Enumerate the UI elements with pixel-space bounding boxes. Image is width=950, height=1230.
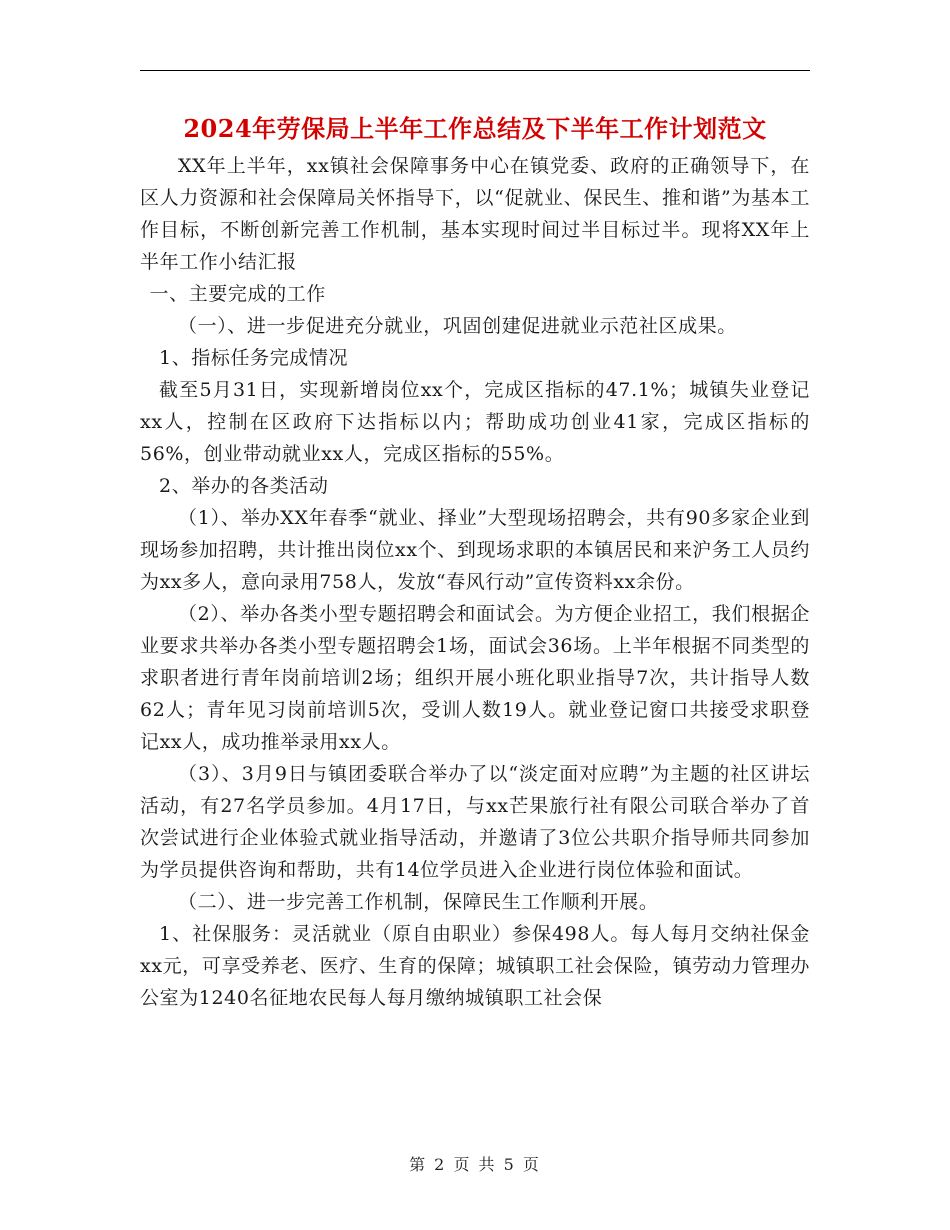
document-title: 2024年劳保局上半年工作总结及下半年工作计划范文 bbox=[183, 114, 767, 143]
paragraph: XX年上半年，xx镇社会保障事务中心在镇党委、政府的正确领导下，在区人力资源和社会保障局关怀指导下，以“促就业、保民生、推和谐”为基本工作目标，不断创新完善工作机制，基本实现时间过半目标过半。现将XX年上半年工作小结汇报 bbox=[140, 155, 810, 273]
paragraph: 1、社保服务：灵活就业（原自由职业）参保498人。每人每月交纳社保金xx元，可享受养老、医疗、生育的保障；城镇职工社会保险，镇劳动力管理办公室为1240名征地农民每人每月缴纳城镇职工社会保 bbox=[140, 923, 810, 1009]
subsection-heading: （一）、进一步促进充分就业，巩固创建促进就业示范社区成果。 bbox=[178, 315, 737, 337]
item-heading: 1、指标任务完成情况 bbox=[159, 347, 349, 369]
document-body bbox=[140, 150, 810, 1014]
paragraph: （3）、3月9日与镇团委联合举办了以“淡定面对应聘”为主题的社区讲坛活动，有27名学员参加。4月17日，与xx芒果旅行社有限公司联合举办了首次尝试进行企业体验式就业指导活动，并邀请了3位公共职介指导师共同参加为学员提供咨询和帮助，共有14位学员进入企业进行岗位体验和面试。 bbox=[140, 763, 810, 881]
subsection-heading: （二）、进一步完善工作机制，保障民生工作顺利开展。 bbox=[178, 891, 659, 913]
header-rule bbox=[140, 70, 810, 71]
paragraph: 截至5月31日，实现新增岗位xx个，完成区指标的47.1%；城镇失业登记xx人，控制在区政府下达指标以内；帮助成功创业41家，完成区指标的56%，创业带动就业xx人，完成区指标的55%。 bbox=[140, 379, 810, 465]
paragraph: （2）、举办各类小型专题招聘会和面试会。为方便企业招工，我们根据企业要求共举办各类小型专题招聘会1场，面试会36场。上半年根据不同类型的求职者进行青年岗前培训2场；组织开展小班化职业指导7次，共计指导人数62人；青年见习岗前培训5次，受训人数19人。就业登记窗口共接受求职登记xx人，成功推举录用xx人。 bbox=[140, 603, 810, 753]
page-number: 第 2 页 共 5 页 bbox=[409, 1155, 541, 1174]
section-heading: 一、主要完成的工作 bbox=[149, 283, 326, 305]
item-heading: 2、举办的各类活动 bbox=[159, 475, 329, 497]
paragraph: （1）、举办XX年春季“就业、择业”大型现场招聘会，共有90多家企业到现场参加招聘，共计推出岗位xx个、到现场求职的本镇居民和来沪务工人员约为xx多人，意向录用758人，发放“春风行动”宣传资料xx余份。 bbox=[140, 507, 810, 593]
